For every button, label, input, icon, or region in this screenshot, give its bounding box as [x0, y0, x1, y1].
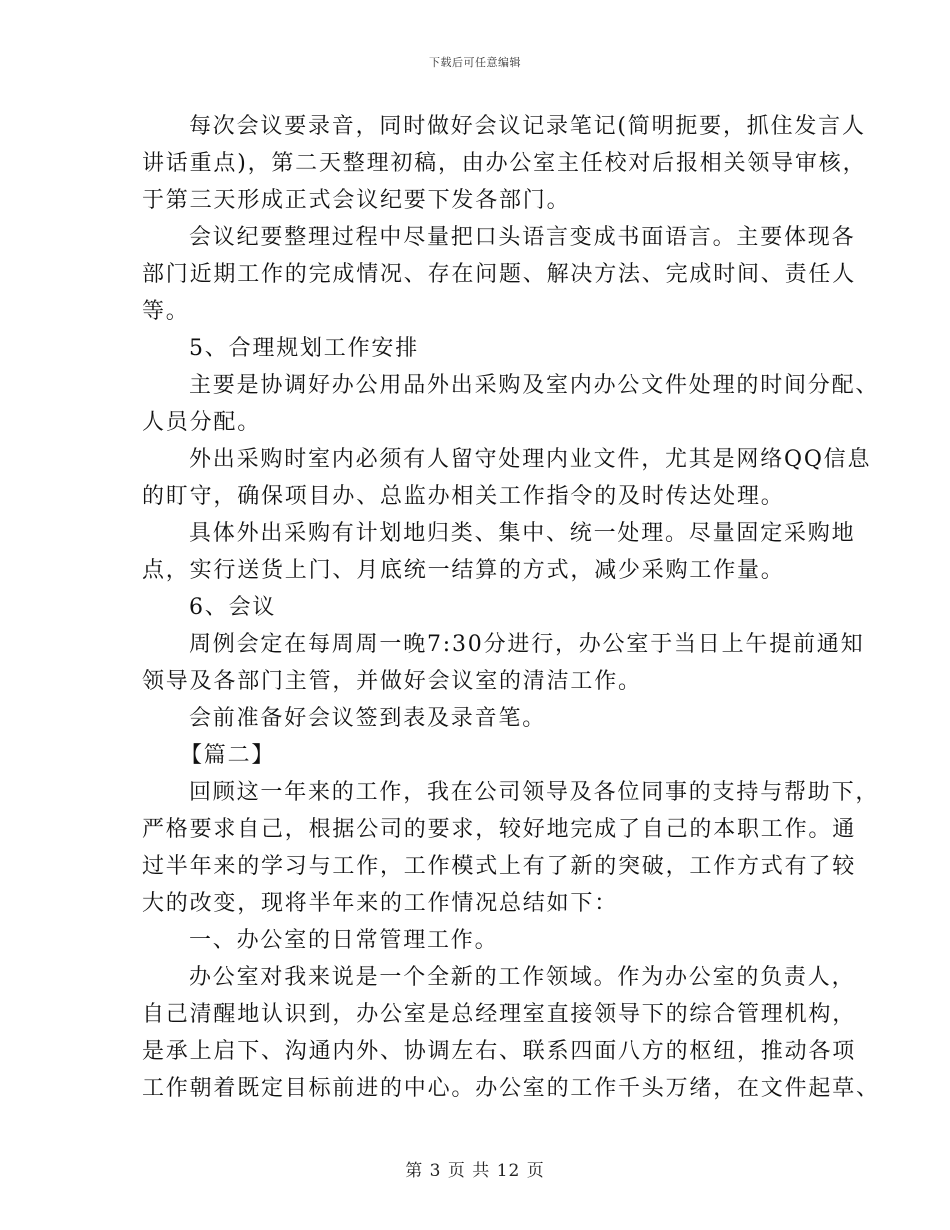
paragraph-line: 部门近期工作的完成情况、存在问题、解决方法、完成时间、责任人: [142, 262, 857, 287]
paragraph-line: 点，实行送货上门、月底统一结算的方式，减少采购工作量。: [142, 558, 785, 583]
paragraph-line: 严格要求自己，根据公司的要求，较好地完成了自己的本职工作。通: [142, 817, 857, 842]
paragraph-line: 的盯守，确保项目办、总监办相关工作指令的及时传达处理。: [142, 484, 785, 509]
paragraph-line: 等。: [142, 299, 190, 324]
section-heading: 6、会议: [189, 595, 277, 620]
paragraph-line: 人员分配。: [142, 410, 262, 435]
section-heading: 5、合理规划工作安排: [189, 336, 419, 361]
paragraph-line: 会议纪要整理过程中尽量把口头语言变成书面语言。主要体现各: [189, 225, 856, 250]
paragraph-line: 回顾这一年来的工作，我在公司领导及各位同事的支持与帮助下，: [189, 780, 880, 805]
paragraph-line: 过半年来的学习与工作，工作模式上有了新的突破，工作方式有了较: [142, 854, 857, 879]
paragraph-line: 具体外出采购有计划地归类、集中、统一处理。尽量固定采购地: [189, 521, 856, 546]
section-heading: 一、办公室的日常管理工作。: [189, 928, 499, 953]
document-body: [142, 108, 880, 1107]
chapter-heading: 【篇二】: [180, 743, 276, 768]
paragraph-line: 每次会议要录音，同时做好会议记录笔记(简明扼要，抓住发言人: [189, 114, 866, 139]
paragraph-line: 自己清醒地认识到，办公室是总经理室直接领导下的综合管理机构，: [142, 1002, 857, 1027]
paragraph-line: 会前准备好会议签到表及录音笔。: [189, 706, 547, 731]
paragraph-line: 大的改变，现将半年来的工作情况总结如下：: [142, 891, 619, 916]
paragraph-line: 领导及各部门主管，并做好会议室的清洁工作。: [142, 669, 642, 694]
page-footer: 第 3 页 共 12 页: [405, 1161, 545, 1181]
paragraph-line: 工作朝着既定目标前进的中心。办公室的工作千头万绪，在文件起草、: [142, 1076, 880, 1101]
paragraph-line: 周例会定在每周周一晚7:30分进行，办公室于当日上午提前通知: [189, 632, 865, 657]
page-header: 下载后可任意编辑: [429, 56, 521, 69]
paragraph-line: 于第三天形成正式会议纪要下发各部门。: [142, 188, 571, 213]
paragraph-line: 办公室对我来说是一个全新的工作领域。作为办公室的负责人，: [189, 965, 856, 990]
paragraph-line: 讲话重点)，第二天整理初稿，由办公室主任校对后报相关领导审核，: [142, 151, 867, 176]
paragraph-line: 是承上启下、沟通内外、协调左右、联系四面八方的枢纽，推动各项: [142, 1039, 857, 1064]
paragraph-line: 外出采购时室内必须有人留守处理内业文件，尤其是网络QQ信息: [189, 447, 872, 472]
paragraph-line: 主要是协调好办公用品外出采购及室内办公文件处理的时间分配、: [189, 373, 880, 398]
